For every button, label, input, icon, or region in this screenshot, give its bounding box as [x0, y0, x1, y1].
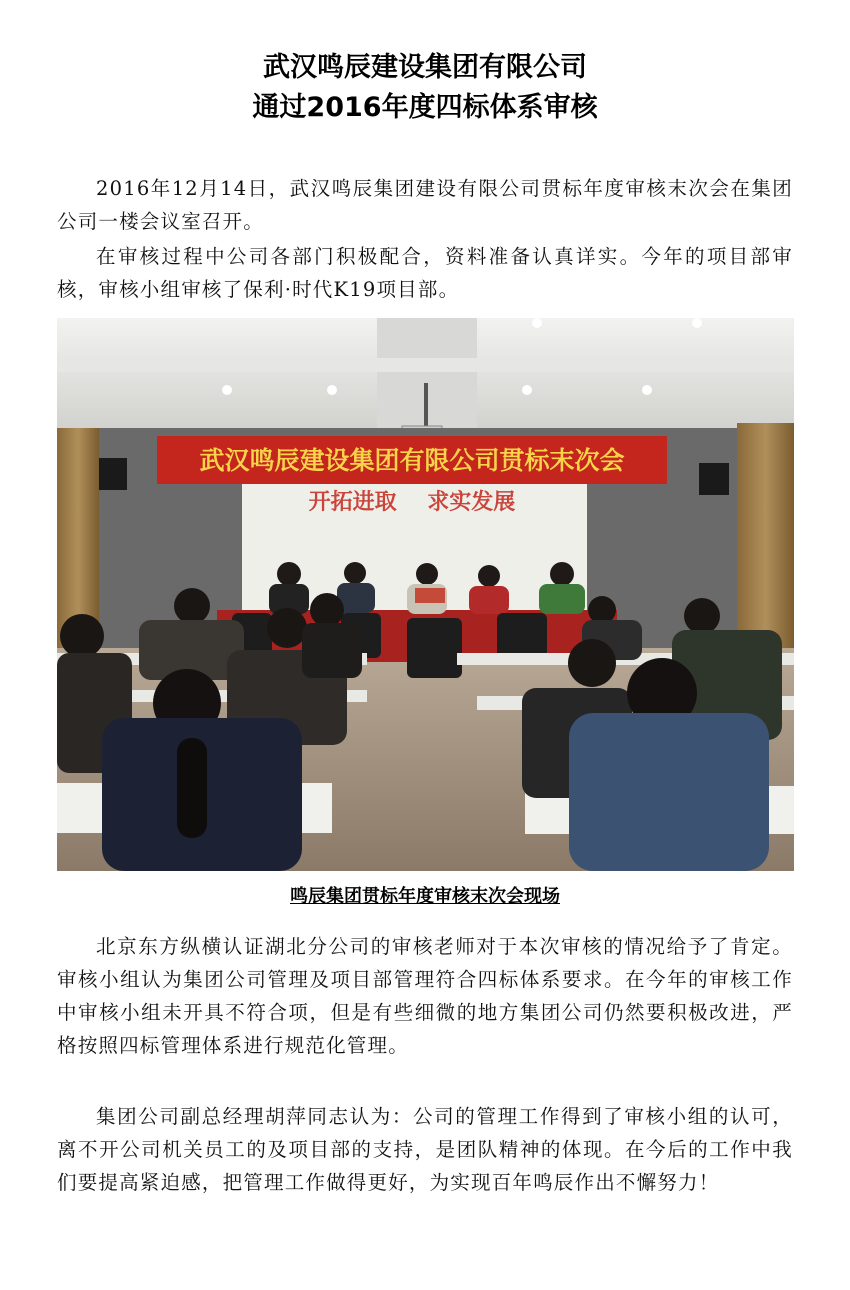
paragraph-3: 北京东方纵横认证湖北分公司的审核老师对于本次审核的情况给予了肯定。审核小组认为集团公司管理及项目部管理符合四标体系要求。在今年的审核工作中审核小组未开具不符合项，但是有些细微的地方集团公司仍然要积极改进，严格按照四标管理体系进行规范化管理。 [57, 935, 793, 1057]
meeting-photo [57, 318, 794, 871]
document-title-line2: 通过2016年度四标体系审核 [252, 92, 598, 123]
paragraph-2: 在审核过程中公司各部门积极配合，资料准备认真详实。今年的项目部审核，审核小组审核了保利·时代K19项目部。 [57, 245, 793, 301]
banner-text: 武汉鸣辰建设集团有限公司贯标末次会 [199, 446, 625, 475]
meeting-photo-illustration [57, 318, 794, 871]
document-title-line1: 武汉鸣辰建设集团有限公司 [263, 52, 587, 83]
slogan-text: 开拓进取 求实发展 [308, 489, 516, 515]
paragraph-1: 2016年12月14日，武汉鸣辰集团建设有限公司贯标年度审核末次会在集团公司一楼会议室召开。 [57, 177, 793, 233]
photo-caption: 鸣辰集团贯标年度审核末次会现场 [290, 886, 560, 907]
paragraph-4: 集团公司副总经理胡萍同志认为：公司的管理工作得到了审核小组的认可，离不开公司机关员工的及项目部的支持，是团队精神的体现。在今后的工作中我们要提高紧迫感，把管理工作做得更好，为实现百年鸣辰作出不懈努力！ [57, 1105, 793, 1194]
